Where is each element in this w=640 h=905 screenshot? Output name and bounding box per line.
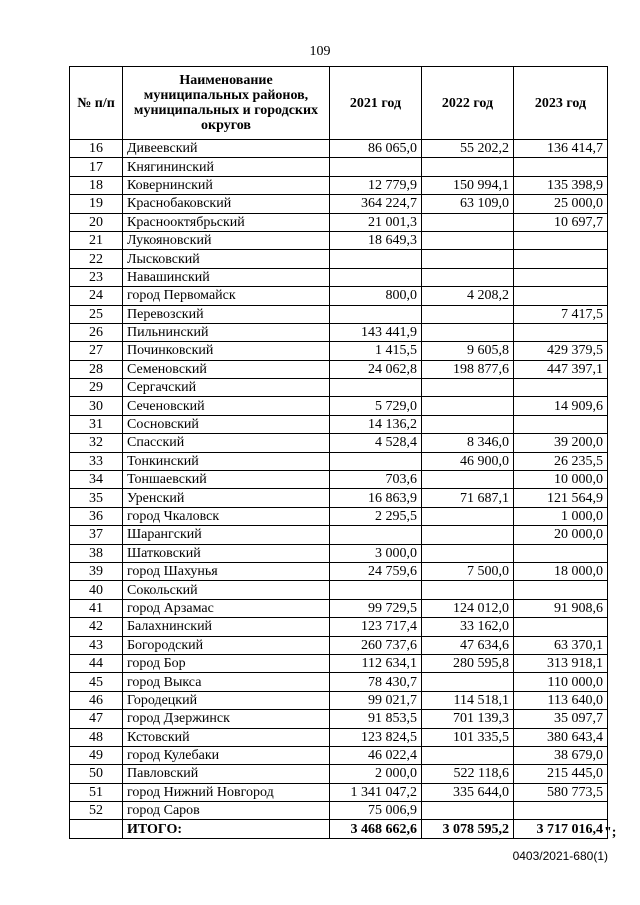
row-value-2021: 99 021,7 xyxy=(330,691,422,709)
row-value-2021: 46 022,4 xyxy=(330,746,422,764)
row-value-2021: 123 717,4 xyxy=(330,618,422,636)
row-name: город Шахунья xyxy=(123,562,330,580)
row-value-2023: 215 445,0 xyxy=(514,765,608,783)
row-value-2021 xyxy=(330,268,422,286)
row-value-2022 xyxy=(422,415,514,433)
budget-table xyxy=(69,66,608,839)
row-num: 36 xyxy=(70,507,123,525)
header-2023: 2023 год xyxy=(514,67,608,140)
table-row xyxy=(70,213,608,231)
row-num: 33 xyxy=(70,452,123,470)
row-value-2023: 1 000,0 xyxy=(514,507,608,525)
row-value-2022 xyxy=(422,746,514,764)
row-value-2022: 63 109,0 xyxy=(422,195,514,213)
row-num: 21 xyxy=(70,231,123,249)
table-row xyxy=(70,360,608,378)
row-value-2023: 26 235,5 xyxy=(514,452,608,470)
row-name: Княгининский xyxy=(123,158,330,176)
row-value-2023: 38 679,0 xyxy=(514,746,608,764)
row-name: Павловский xyxy=(123,765,330,783)
row-value-2022: 33 162,0 xyxy=(422,618,514,636)
row-value-2023: 110 000,0 xyxy=(514,673,608,691)
row-name: Навашинский xyxy=(123,268,330,286)
row-value-2022 xyxy=(422,581,514,599)
row-value-2022: 701 139,3 xyxy=(422,710,514,728)
row-value-2022 xyxy=(422,305,514,323)
row-value-2021: 1 415,5 xyxy=(330,342,422,360)
row-value-2023 xyxy=(514,323,608,341)
table-row xyxy=(70,415,608,433)
row-value-2021: 3 000,0 xyxy=(330,544,422,562)
table-row xyxy=(70,471,608,489)
row-value-2021: 800,0 xyxy=(330,287,422,305)
row-value-2021: 123 824,5 xyxy=(330,728,422,746)
row-value-2023: 121 564,9 xyxy=(514,489,608,507)
row-value-2022 xyxy=(422,323,514,341)
row-value-2022: 7 500,0 xyxy=(422,562,514,580)
row-num: 46 xyxy=(70,691,123,709)
row-value-2023 xyxy=(514,415,608,433)
table-row xyxy=(70,746,608,764)
table-row xyxy=(70,673,608,691)
row-value-2021: 24 759,6 xyxy=(330,562,422,580)
row-value-2023: 7 417,5 xyxy=(514,305,608,323)
row-num: 25 xyxy=(70,305,123,323)
row-value-2021: 112 634,1 xyxy=(330,654,422,672)
row-name: Сергачский xyxy=(123,379,330,397)
table-header-row xyxy=(70,67,608,140)
row-value-2023 xyxy=(514,268,608,286)
row-value-2022: 55 202,2 xyxy=(422,140,514,158)
row-name: Лукояновский xyxy=(123,231,330,249)
header-2022: 2022 год xyxy=(422,67,514,140)
row-num: 42 xyxy=(70,618,123,636)
row-num: 17 xyxy=(70,158,123,176)
table-row xyxy=(70,765,608,783)
row-name: город Кулебаки xyxy=(123,746,330,764)
row-value-2022: 150 994,1 xyxy=(422,176,514,194)
row-value-2023 xyxy=(514,618,608,636)
table-row xyxy=(70,783,608,801)
row-value-2023 xyxy=(514,379,608,397)
row-value-2022: 124 012,0 xyxy=(422,599,514,617)
row-num: 30 xyxy=(70,397,123,415)
row-num: 51 xyxy=(70,783,123,801)
row-value-2022 xyxy=(422,544,514,562)
row-name: Тоншаевский xyxy=(123,471,330,489)
row-value-2023 xyxy=(514,158,608,176)
row-value-2023 xyxy=(514,544,608,562)
row-value-2023 xyxy=(514,231,608,249)
row-name: город Нижний Новгород xyxy=(123,783,330,801)
document-code: 0403/2021-680(1) xyxy=(512,849,608,863)
row-value-2021 xyxy=(330,581,422,599)
row-value-2021: 12 779,9 xyxy=(330,176,422,194)
row-name: город Чкаловск xyxy=(123,507,330,525)
row-value-2022: 335 644,0 xyxy=(422,783,514,801)
row-value-2023: 429 379,5 xyxy=(514,342,608,360)
row-name: Краснооктябрьский xyxy=(123,213,330,231)
row-name: Пильнинский xyxy=(123,323,330,341)
row-num: 47 xyxy=(70,710,123,728)
table-row xyxy=(70,691,608,709)
row-name: Уренский xyxy=(123,489,330,507)
row-value-2022: 8 346,0 xyxy=(422,434,514,452)
row-num: 49 xyxy=(70,746,123,764)
header-2021: 2021 год xyxy=(330,67,422,140)
row-value-2022: 46 900,0 xyxy=(422,452,514,470)
row-value-2022 xyxy=(422,379,514,397)
row-value-2022 xyxy=(422,526,514,544)
row-value-2021: 4 528,4 xyxy=(330,434,422,452)
row-name: Кстовский xyxy=(123,728,330,746)
row-value-2023: 20 000,0 xyxy=(514,526,608,544)
row-name: Дивеевский xyxy=(123,140,330,158)
row-value-2023: 35 097,7 xyxy=(514,710,608,728)
page-number: 109 xyxy=(309,44,331,59)
row-name: Балахнинский xyxy=(123,618,330,636)
row-value-2021: 86 065,0 xyxy=(330,140,422,158)
row-num: 50 xyxy=(70,765,123,783)
table-row xyxy=(70,140,608,158)
row-value-2023: 39 200,0 xyxy=(514,434,608,452)
table-row xyxy=(70,636,608,654)
row-value-2022 xyxy=(422,213,514,231)
table-row xyxy=(70,452,608,470)
row-name: город Дзержинск xyxy=(123,710,330,728)
row-value-2023: 14 909,6 xyxy=(514,397,608,415)
row-name: Шарангский xyxy=(123,526,330,544)
row-value-2022 xyxy=(422,268,514,286)
row-num: 44 xyxy=(70,654,123,672)
table-row xyxy=(70,710,608,728)
row-num: 34 xyxy=(70,471,123,489)
table-row xyxy=(70,195,608,213)
row-value-2023: 447 397,1 xyxy=(514,360,608,378)
row-value-2021 xyxy=(330,305,422,323)
header-num: № п/п xyxy=(70,67,123,140)
row-value-2023: 136 414,7 xyxy=(514,140,608,158)
row-name: город Бор xyxy=(123,654,330,672)
row-value-2022 xyxy=(422,231,514,249)
row-name: город Саров xyxy=(123,802,330,820)
row-name: Сеченовский xyxy=(123,397,330,415)
row-value-2021 xyxy=(330,452,422,470)
row-name: Ковернинский xyxy=(123,176,330,194)
row-num: 45 xyxy=(70,673,123,691)
row-num: 23 xyxy=(70,268,123,286)
row-num: 38 xyxy=(70,544,123,562)
table-row xyxy=(70,397,608,415)
row-value-2021: 703,6 xyxy=(330,471,422,489)
row-value-2021: 24 062,8 xyxy=(330,360,422,378)
row-name: Перевозский xyxy=(123,305,330,323)
row-num: 52 xyxy=(70,802,123,820)
row-value-2023: 25 000,0 xyxy=(514,195,608,213)
row-value-2022 xyxy=(422,397,514,415)
row-value-2021: 2 295,5 xyxy=(330,507,422,525)
row-value-2022: 71 687,1 xyxy=(422,489,514,507)
row-name: Городецкий xyxy=(123,691,330,709)
row-value-2021: 91 853,5 xyxy=(330,710,422,728)
table-row xyxy=(70,599,608,617)
table-row xyxy=(70,268,608,286)
row-value-2022 xyxy=(422,250,514,268)
row-num: 22 xyxy=(70,250,123,268)
table-row xyxy=(70,581,608,599)
row-num: 27 xyxy=(70,342,123,360)
row-value-2022 xyxy=(422,471,514,489)
table-row xyxy=(70,287,608,305)
row-name: Шатковский xyxy=(123,544,330,562)
row-num: 31 xyxy=(70,415,123,433)
total-label: ИТОГО: xyxy=(123,820,330,838)
row-value-2021: 364 224,7 xyxy=(330,195,422,213)
row-value-2021: 5 729,0 xyxy=(330,397,422,415)
row-num: 26 xyxy=(70,323,123,341)
row-num: 18 xyxy=(70,176,123,194)
row-value-2023 xyxy=(514,802,608,820)
row-name: Семеновский xyxy=(123,360,330,378)
row-value-2021: 14 136,2 xyxy=(330,415,422,433)
table-row xyxy=(70,618,608,636)
row-value-2021: 75 006,9 xyxy=(330,802,422,820)
row-value-2023: 91 908,6 xyxy=(514,599,608,617)
row-value-2023: 63 370,1 xyxy=(514,636,608,654)
row-num: 35 xyxy=(70,489,123,507)
row-num: 24 xyxy=(70,287,123,305)
row-value-2021: 260 737,6 xyxy=(330,636,422,654)
row-value-2023: 18 000,0 xyxy=(514,562,608,580)
row-value-2021: 16 863,9 xyxy=(330,489,422,507)
row-value-2021 xyxy=(330,158,422,176)
total-2022: 3 078 595,2 xyxy=(422,820,514,838)
row-value-2023 xyxy=(514,581,608,599)
row-name: Спасский xyxy=(123,434,330,452)
table-row xyxy=(70,250,608,268)
table-row xyxy=(70,489,608,507)
row-num: 41 xyxy=(70,599,123,617)
table-row xyxy=(70,305,608,323)
row-value-2021: 78 430,7 xyxy=(330,673,422,691)
row-num: 43 xyxy=(70,636,123,654)
row-name: Богородский xyxy=(123,636,330,654)
row-value-2022: 198 877,6 xyxy=(422,360,514,378)
table-body xyxy=(70,140,608,820)
table-row xyxy=(70,562,608,580)
row-num: 16 xyxy=(70,140,123,158)
row-value-2023 xyxy=(514,287,608,305)
row-num: 48 xyxy=(70,728,123,746)
table-row xyxy=(70,434,608,452)
row-value-2022: 280 595,8 xyxy=(422,654,514,672)
row-num: 19 xyxy=(70,195,123,213)
row-num: 39 xyxy=(70,562,123,580)
row-value-2021: 21 001,3 xyxy=(330,213,422,231)
row-name: Тонкинский xyxy=(123,452,330,470)
row-value-2022: 4 208,2 xyxy=(422,287,514,305)
row-value-2022: 522 118,6 xyxy=(422,765,514,783)
row-name: Сокольский xyxy=(123,581,330,599)
row-value-2022 xyxy=(422,158,514,176)
closing-quote-mark: "; xyxy=(604,825,617,840)
row-value-2023: 10 000,0 xyxy=(514,471,608,489)
row-name: город Первомайск xyxy=(123,287,330,305)
row-value-2022 xyxy=(422,673,514,691)
row-name: Починковский xyxy=(123,342,330,360)
row-value-2021 xyxy=(330,250,422,268)
total-row xyxy=(70,820,608,838)
total-num-cell xyxy=(70,820,123,838)
row-value-2023: 313 918,1 xyxy=(514,654,608,672)
table-row xyxy=(70,379,608,397)
row-value-2022: 47 634,6 xyxy=(422,636,514,654)
row-num: 20 xyxy=(70,213,123,231)
row-value-2021: 143 441,9 xyxy=(330,323,422,341)
row-num: 40 xyxy=(70,581,123,599)
row-value-2023: 380 643,4 xyxy=(514,728,608,746)
row-name: город Арзамас xyxy=(123,599,330,617)
row-value-2021: 18 649,3 xyxy=(330,231,422,249)
table-row xyxy=(70,802,608,820)
row-value-2023: 580 773,5 xyxy=(514,783,608,801)
header-name: Наименование муниципальных районов, муниципальных и городских округов xyxy=(123,67,330,140)
row-value-2022 xyxy=(422,507,514,525)
row-value-2023: 135 398,9 xyxy=(514,176,608,194)
row-value-2021 xyxy=(330,379,422,397)
row-name: город Выкса xyxy=(123,673,330,691)
total-2023: 3 717 016,4 xyxy=(514,820,608,838)
row-value-2022 xyxy=(422,802,514,820)
row-value-2023: 113 640,0 xyxy=(514,691,608,709)
row-num: 29 xyxy=(70,379,123,397)
table-row xyxy=(70,176,608,194)
row-value-2021: 1 341 047,2 xyxy=(330,783,422,801)
row-value-2021: 99 729,5 xyxy=(330,599,422,617)
table-row xyxy=(70,158,608,176)
table-row xyxy=(70,526,608,544)
total-2021: 3 468 662,6 xyxy=(330,820,422,838)
row-num: 37 xyxy=(70,526,123,544)
row-value-2021 xyxy=(330,526,422,544)
row-name: Сосновский xyxy=(123,415,330,433)
table-row xyxy=(70,231,608,249)
table-row xyxy=(70,323,608,341)
row-name: Краснобаковский xyxy=(123,195,330,213)
table-row xyxy=(70,342,608,360)
row-value-2023: 10 697,7 xyxy=(514,213,608,231)
row-value-2023 xyxy=(514,250,608,268)
row-num: 28 xyxy=(70,360,123,378)
row-value-2021: 2 000,0 xyxy=(330,765,422,783)
table-row xyxy=(70,544,608,562)
row-value-2022: 101 335,5 xyxy=(422,728,514,746)
row-name: Лысковский xyxy=(123,250,330,268)
table-row xyxy=(70,507,608,525)
row-value-2022: 114 518,1 xyxy=(422,691,514,709)
row-num: 32 xyxy=(70,434,123,452)
table-row xyxy=(70,728,608,746)
table-row xyxy=(70,654,608,672)
row-value-2022: 9 605,8 xyxy=(422,342,514,360)
